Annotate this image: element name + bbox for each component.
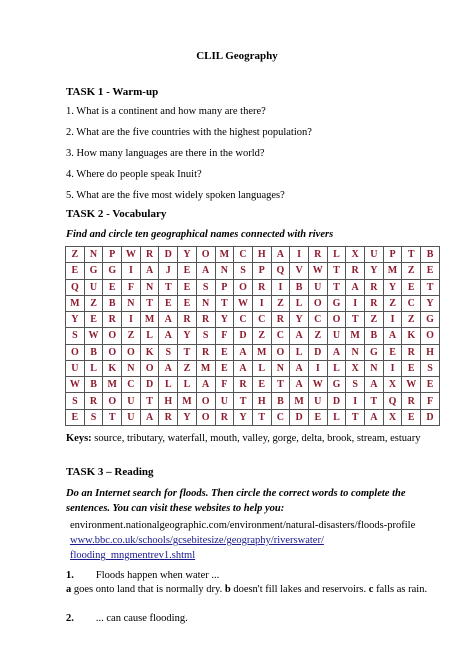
- grid-cell[interactable]: G: [327, 295, 346, 311]
- grid-cell[interactable]: O: [271, 344, 290, 360]
- grid-cell[interactable]: K: [103, 360, 122, 376]
- grid-cell[interactable]: U: [84, 279, 103, 295]
- grid-cell[interactable]: M: [66, 295, 85, 311]
- grid-cell[interactable]: L: [178, 377, 197, 393]
- grid-cell[interactable]: A: [365, 409, 384, 425]
- grid-cell[interactable]: W: [308, 377, 327, 393]
- grid-cell[interactable]: G: [365, 344, 384, 360]
- grid-row: [66, 263, 440, 279]
- grid-cell[interactable]: H: [252, 393, 271, 409]
- grid-cell[interactable]: O: [196, 247, 215, 263]
- grid-cell[interactable]: A: [159, 328, 178, 344]
- grid-cell[interactable]: A: [290, 360, 309, 376]
- grid-cell[interactable]: V: [290, 263, 309, 279]
- grid-cell[interactable]: O: [196, 409, 215, 425]
- grid-cell[interactable]: N: [346, 344, 365, 360]
- item-1-number: 1.: [66, 570, 74, 581]
- grid-cell[interactable]: E: [103, 279, 122, 295]
- grid-cell[interactable]: A: [365, 377, 384, 393]
- grid-cell[interactable]: E: [421, 263, 440, 279]
- grid-cell[interactable]: E: [178, 263, 197, 279]
- grid-cell[interactable]: O: [327, 312, 346, 328]
- grid-cell[interactable]: F: [215, 377, 234, 393]
- grid-cell[interactable]: S: [196, 279, 215, 295]
- grid-cell[interactable]: L: [140, 328, 159, 344]
- grid-cell[interactable]: C: [308, 312, 327, 328]
- grid-cell[interactable]: O: [103, 393, 122, 409]
- grid-cell[interactable]: C: [402, 295, 421, 311]
- grid-cell[interactable]: E: [383, 344, 402, 360]
- grid-cell[interactable]: N: [122, 295, 141, 311]
- grid-cell[interactable]: Y: [215, 312, 234, 328]
- task3-heading: TASK 3 – Reading: [66, 466, 154, 478]
- task1-question-2: 2. What are the five countries with the highest population?: [66, 127, 312, 138]
- grid-row: [66, 344, 440, 360]
- grid-cell[interactable]: Z: [402, 263, 421, 279]
- grid-cell[interactable]: B: [271, 393, 290, 409]
- grid-cell[interactable]: B: [84, 344, 103, 360]
- task2-keys: [66, 432, 442, 446]
- option-b-label: b: [224, 584, 231, 595]
- grid-cell[interactable]: C: [271, 328, 290, 344]
- grid-cell[interactable]: R: [402, 393, 421, 409]
- grid-cell[interactable]: N: [140, 279, 159, 295]
- grid-cell[interactable]: W: [234, 295, 253, 311]
- grid-cell[interactable]: A: [346, 279, 365, 295]
- grid-cell[interactable]: A: [327, 344, 346, 360]
- grid-cell[interactable]: E: [402, 279, 421, 295]
- grid-cell[interactable]: A: [290, 328, 309, 344]
- grid-cell[interactable]: W: [122, 247, 141, 263]
- grid-cell[interactable]: W: [84, 328, 103, 344]
- grid-cell[interactable]: S: [421, 360, 440, 376]
- grid-cell[interactable]: L: [290, 344, 309, 360]
- grid-row: [66, 312, 440, 328]
- grid-cell[interactable]: R: [196, 344, 215, 360]
- task3-instruction: Do an Internet search for floods. Then circle the correct words to complete the sentences. You can visit these websites to help you:: [66, 488, 406, 514]
- grid-cell[interactable]: R: [196, 312, 215, 328]
- grid-cell[interactable]: A: [159, 360, 178, 376]
- grid-cell[interactable]: Y: [234, 409, 253, 425]
- grid-cell[interactable]: Q: [383, 393, 402, 409]
- grid-cell[interactable]: I: [290, 247, 309, 263]
- item-2-text: ... can cause flooding.: [95, 613, 188, 624]
- grid-cell[interactable]: H: [421, 344, 440, 360]
- grid-cell[interactable]: C: [234, 247, 253, 263]
- grid-cell[interactable]: U: [66, 360, 85, 376]
- grid-cell[interactable]: S: [196, 328, 215, 344]
- grid-cell[interactable]: D: [159, 247, 178, 263]
- grid-cell[interactable]: F: [122, 279, 141, 295]
- grid-cell[interactable]: Z: [84, 295, 103, 311]
- grid-cell[interactable]: T: [365, 393, 384, 409]
- grid-cell[interactable]: Z: [383, 295, 402, 311]
- task2-instruction: Find and circle ten geographical names connected with rivers: [66, 229, 334, 240]
- grid-cell[interactable]: Z: [308, 328, 327, 344]
- grid-cell[interactable]: T: [327, 279, 346, 295]
- grid-cell[interactable]: T: [140, 393, 159, 409]
- grid-cell[interactable]: R: [308, 247, 327, 263]
- grid-cell[interactable]: O: [234, 279, 253, 295]
- grid-cell[interactable]: Y: [178, 409, 197, 425]
- grid-cell[interactable]: H: [159, 393, 178, 409]
- grid-cell[interactable]: R: [103, 312, 122, 328]
- website-2-line-2[interactable]: flooding_mngmentrev1.shtml: [70, 550, 196, 561]
- grid-cell[interactable]: E: [66, 263, 85, 279]
- grid-cell[interactable]: R: [271, 312, 290, 328]
- grid-cell[interactable]: G: [103, 263, 122, 279]
- grid-cell[interactable]: O: [103, 328, 122, 344]
- grid-cell[interactable]: A: [196, 263, 215, 279]
- grid-cell[interactable]: O: [421, 328, 440, 344]
- grid-cell[interactable]: D: [234, 328, 253, 344]
- grid-cell[interactable]: E: [402, 360, 421, 376]
- grid-cell[interactable]: C: [234, 312, 253, 328]
- grid-cell[interactable]: E: [215, 344, 234, 360]
- grid-cell[interactable]: T: [234, 393, 253, 409]
- grid-cell[interactable]: R: [178, 312, 197, 328]
- option-c-label: c: [368, 584, 374, 595]
- grid-cell[interactable]: E: [308, 409, 327, 425]
- grid-cell[interactable]: Z: [122, 328, 141, 344]
- grid-cell[interactable]: L: [327, 247, 346, 263]
- option-b-text[interactable]: doesn't fill lakes and reservoirs.: [233, 584, 367, 595]
- task2-heading: TASK 2 - Vocabulary: [66, 208, 167, 220]
- grid-cell[interactable]: A: [159, 312, 178, 328]
- grid-cell[interactable]: S: [234, 263, 253, 279]
- grid-cell[interactable]: M: [252, 344, 271, 360]
- grid-cell[interactable]: T: [421, 279, 440, 295]
- grid-cell[interactable]: X: [383, 409, 402, 425]
- grid-cell[interactable]: U: [215, 393, 234, 409]
- grid-cell[interactable]: X: [346, 247, 365, 263]
- grid-cell[interactable]: Y: [66, 312, 85, 328]
- grid-cell[interactable]: A: [271, 247, 290, 263]
- grid-cell[interactable]: Q: [66, 279, 85, 295]
- grid-cell[interactable]: O: [122, 344, 141, 360]
- grid-cell[interactable]: R: [346, 263, 365, 279]
- grid-cell[interactable]: Y: [290, 312, 309, 328]
- grid-cell[interactable]: T: [140, 295, 159, 311]
- grid-cell[interactable]: A: [290, 377, 309, 393]
- grid-cell[interactable]: N: [196, 295, 215, 311]
- grid-cell[interactable]: J: [159, 263, 178, 279]
- grid-cell[interactable]: Y: [178, 247, 197, 263]
- task1-heading: TASK 1 - Warm-up: [66, 86, 159, 98]
- grid-cell[interactable]: M: [290, 393, 309, 409]
- grid-cell[interactable]: C: [271, 409, 290, 425]
- grid-row: [66, 295, 440, 311]
- grid-cell[interactable]: U: [308, 279, 327, 295]
- item-1-text: Floods happen when water ...: [95, 570, 220, 581]
- grid-cell[interactable]: O: [308, 295, 327, 311]
- grid-cell[interactable]: M: [196, 360, 215, 376]
- grid-row: [66, 393, 440, 409]
- grid-cell[interactable]: D: [140, 377, 159, 393]
- option-c-text[interactable]: falls as rain.: [376, 584, 428, 595]
- grid-cell[interactable]: T: [252, 409, 271, 425]
- grid-cell[interactable]: Y: [383, 279, 402, 295]
- grid-cell[interactable]: P: [252, 263, 271, 279]
- grid-cell[interactable]: S: [159, 344, 178, 360]
- grid-cell[interactable]: A: [196, 377, 215, 393]
- grid-cell[interactable]: B: [290, 279, 309, 295]
- grid-cell[interactable]: H: [252, 247, 271, 263]
- task1-question-1: 1. What is a continent and how many are there?: [66, 106, 266, 117]
- grid-cell[interactable]: I: [122, 312, 141, 328]
- grid-cell[interactable]: M: [383, 263, 402, 279]
- grid-cell[interactable]: L: [252, 360, 271, 376]
- grid-cell[interactable]: Y: [178, 328, 197, 344]
- grid-cell[interactable]: G: [421, 312, 440, 328]
- grid-cell[interactable]: B: [84, 377, 103, 393]
- grid-cell[interactable]: A: [383, 328, 402, 344]
- grid-cell[interactable]: T: [346, 409, 365, 425]
- task1-question-3: 3. How many languages are there in the world?: [66, 148, 265, 159]
- grid-cell[interactable]: T: [103, 409, 122, 425]
- grid-cell[interactable]: Z: [271, 295, 290, 311]
- grid-cell[interactable]: A: [140, 263, 159, 279]
- grid-cell[interactable]: D: [308, 344, 327, 360]
- grid-cell[interactable]: R: [140, 247, 159, 263]
- grid-cell[interactable]: D: [290, 409, 309, 425]
- grid-cell[interactable]: I: [346, 393, 365, 409]
- grid-cell[interactable]: E: [84, 312, 103, 328]
- grid-cell[interactable]: M: [103, 377, 122, 393]
- keys-label: Keys:: [66, 433, 92, 444]
- grid-cell[interactable]: K: [140, 344, 159, 360]
- grid-cell[interactable]: T: [215, 295, 234, 311]
- grid-cell[interactable]: B: [365, 328, 384, 344]
- grid-cell[interactable]: T: [178, 344, 197, 360]
- task3-item-1: [66, 569, 442, 597]
- grid-row: [66, 328, 440, 344]
- grid-cell[interactable]: T: [327, 263, 346, 279]
- grid-cell[interactable]: R: [365, 279, 384, 295]
- grid-cell[interactable]: R: [159, 409, 178, 425]
- grid-cell[interactable]: S: [84, 409, 103, 425]
- grid-cell[interactable]: T: [159, 279, 178, 295]
- grid-cell[interactable]: U: [365, 247, 384, 263]
- grid-cell[interactable]: G: [84, 263, 103, 279]
- grid-cell[interactable]: U: [122, 409, 141, 425]
- grid-cell[interactable]: O: [196, 393, 215, 409]
- grid-cell[interactable]: M: [215, 247, 234, 263]
- grid-cell[interactable]: E: [159, 295, 178, 311]
- grid-cell[interactable]: R: [365, 295, 384, 311]
- grid-cell[interactable]: N: [84, 247, 103, 263]
- grid-cell[interactable]: Z: [178, 360, 197, 376]
- grid-cell[interactable]: E: [402, 409, 421, 425]
- grid-cell[interactable]: D: [421, 409, 440, 425]
- option-a-text[interactable]: goes onto land that is normally dry.: [73, 584, 223, 595]
- grid-cell[interactable]: Y: [365, 263, 384, 279]
- grid-cell[interactable]: U: [327, 328, 346, 344]
- grid-cell[interactable]: O: [140, 360, 159, 376]
- grid-cell[interactable]: A: [140, 409, 159, 425]
- grid-cell[interactable]: P: [103, 247, 122, 263]
- grid-cell[interactable]: R: [234, 377, 253, 393]
- grid-cell[interactable]: U: [122, 393, 141, 409]
- grid-cell[interactable]: E: [252, 377, 271, 393]
- grid-cell[interactable]: X: [346, 360, 365, 376]
- grid-cell[interactable]: K: [402, 328, 421, 344]
- grid-cell[interactable]: Z: [365, 312, 384, 328]
- grid-cell[interactable]: L: [327, 360, 346, 376]
- grid-cell[interactable]: G: [327, 377, 346, 393]
- grid-cell[interactable]: N: [365, 360, 384, 376]
- grid-cell[interactable]: L: [290, 295, 309, 311]
- grid-cell[interactable]: P: [215, 279, 234, 295]
- grid-cell[interactable]: S: [346, 377, 365, 393]
- keys-list: source, tributary, waterfall, mouth, valley, gorge, delta, brook, stream, estuary: [94, 433, 421, 444]
- grid-cell[interactable]: U: [308, 393, 327, 409]
- grid-cell[interactable]: E: [178, 295, 197, 311]
- grid-cell[interactable]: I: [383, 312, 402, 328]
- item-2-number: 2.: [66, 613, 74, 624]
- grid-cell[interactable]: R: [252, 279, 271, 295]
- grid-cell[interactable]: E: [421, 377, 440, 393]
- grid-row: [66, 279, 440, 295]
- grid-cell[interactable]: Z: [66, 247, 85, 263]
- grid-cell[interactable]: R: [402, 344, 421, 360]
- grid-cell[interactable]: F: [215, 328, 234, 344]
- grid-cell[interactable]: X: [383, 377, 402, 393]
- grid-row: [66, 409, 440, 425]
- website-1[interactable]: environment.nationalgeographic.com/environment/natural-disasters/floods-profile: [70, 520, 416, 531]
- grid-cell[interactable]: F: [421, 393, 440, 409]
- grid-cell[interactable]: I: [252, 295, 271, 311]
- grid-cell[interactable]: T: [346, 312, 365, 328]
- task1-question-4: 4. Where do people speak Inuit?: [66, 169, 202, 180]
- grid-cell[interactable]: Z: [402, 312, 421, 328]
- task1-question-5: 5. What are the five most widely spoken languages?: [66, 190, 285, 201]
- grid-cell[interactable]: W: [308, 263, 327, 279]
- grid-cell[interactable]: A: [234, 344, 253, 360]
- grid-cell[interactable]: S: [66, 393, 85, 409]
- grid-cell[interactable]: I: [346, 295, 365, 311]
- grid-cell[interactable]: Y: [421, 295, 440, 311]
- grid-cell[interactable]: N: [215, 263, 234, 279]
- grid-cell[interactable]: P: [383, 247, 402, 263]
- grid-cell[interactable]: Z: [252, 328, 271, 344]
- grid-cell[interactable]: R: [84, 393, 103, 409]
- grid-cell[interactable]: N: [271, 360, 290, 376]
- grid-cell[interactable]: O: [103, 344, 122, 360]
- grid-cell[interactable]: M: [140, 312, 159, 328]
- grid-cell[interactable]: L: [159, 377, 178, 393]
- grid-cell[interactable]: C: [252, 312, 271, 328]
- grid-cell[interactable]: N: [122, 360, 141, 376]
- grid-cell[interactable]: W: [402, 377, 421, 393]
- grid-cell[interactable]: Q: [271, 263, 290, 279]
- task3-item-2: [66, 612, 442, 626]
- grid-cell[interactable]: E: [66, 409, 85, 425]
- page-title: CLIL Geography: [196, 50, 278, 62]
- website-2-line-1[interactable]: www.bbc.co.uk/schools/gcsebitesize/geography/riverswater/: [70, 535, 324, 546]
- grid-cell[interactable]: D: [327, 393, 346, 409]
- grid-cell[interactable]: T: [402, 247, 421, 263]
- option-a-label: a: [66, 584, 72, 595]
- grid-cell[interactable]: O: [66, 344, 85, 360]
- grid-cell[interactable]: I: [308, 360, 327, 376]
- grid-cell[interactable]: W: [66, 377, 85, 393]
- grid-cell[interactable]: A: [234, 360, 253, 376]
- grid-cell[interactable]: M: [346, 328, 365, 344]
- grid-cell[interactable]: S: [66, 328, 85, 344]
- grid-cell[interactable]: B: [421, 247, 440, 263]
- grid-cell[interactable]: L: [327, 409, 346, 425]
- grid-row: [66, 377, 440, 393]
- grid-cell[interactable]: T: [271, 377, 290, 393]
- grid-cell[interactable]: I: [271, 279, 290, 295]
- grid-cell[interactable]: R: [215, 409, 234, 425]
- grid-cell[interactable]: M: [178, 393, 197, 409]
- grid-cell[interactable]: B: [103, 295, 122, 311]
- grid-row: [66, 360, 440, 376]
- grid-cell[interactable]: L: [84, 360, 103, 376]
- grid-cell[interactable]: I: [383, 360, 402, 376]
- grid-row: [66, 247, 440, 263]
- word-search-grid[interactable]: [65, 246, 440, 426]
- grid-cell[interactable]: C: [122, 377, 141, 393]
- grid-cell[interactable]: I: [122, 263, 141, 279]
- grid-cell[interactable]: E: [178, 279, 197, 295]
- grid-cell[interactable]: E: [215, 360, 234, 376]
